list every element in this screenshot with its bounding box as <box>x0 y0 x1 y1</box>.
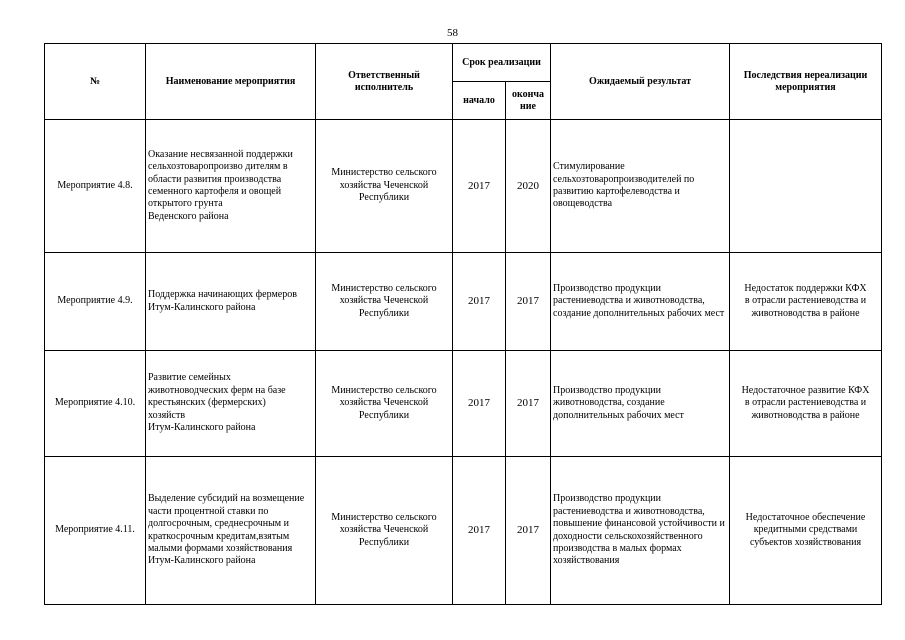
activity-name: Оказание несвязанной поддержки сельхозтоваропроизво дителям в области развития производства семенного картофеля и овощей открытого грунта Веденского района <box>146 120 316 253</box>
header-no: № <box>45 44 146 120</box>
activity-name: Поддержка начинающих фермеров Итум-Калинского района <box>146 253 316 351</box>
row-number: Мероприятие 4.8. <box>45 120 146 253</box>
table-row <box>45 253 882 351</box>
activities-table <box>44 43 882 605</box>
start-year: 2017 <box>453 120 506 253</box>
row-number: Мероприятие 4.9. <box>45 253 146 351</box>
header-end: оконча ние <box>506 82 551 120</box>
header-name: Наименование мероприятия <box>146 44 316 120</box>
activity-name: Выделение субсидий на возмещение части процентной ставки по долгосрочным, среднесрочным и краткосрочным кредитам,взятым малыми формами хозяйствования Итум-Калинского района <box>146 457 316 605</box>
executor: Министерство сельского хозяйства Чеченской Республики <box>316 120 453 253</box>
row-number: Мероприятие 4.10. <box>45 351 146 457</box>
page-number: 58 <box>447 27 458 39</box>
header-executor: Ответственный исполнитель <box>316 44 453 120</box>
expected-result: Производство продукции животноводства, создание дополнительных рабочих мест <box>551 351 730 457</box>
end-year: 2017 <box>506 351 551 457</box>
header-term: Срок реализации <box>453 44 551 82</box>
consequences <box>730 120 882 253</box>
executor: Министерство сельского хозяйства Чеченской Республики <box>316 457 453 605</box>
table-row <box>45 457 882 605</box>
expected-result: Производство продукции растениеводства и животноводства, повышение финансовой устойчивости и доходности сельскохозяйственного производства в малых формах хозяйствования <box>551 457 730 605</box>
consequences: Недостаточное развитие КФХ в отрасли растениеводства и животноводства в районе <box>730 351 882 457</box>
expected-result: Производство продукции растениеводства и животноводства, создание дополнительных рабочих мест <box>551 253 730 351</box>
row-number: Мероприятие 4.11. <box>45 457 146 605</box>
activity-name: Развитие семейных животноводческих ферм на базе крестьянских (фермерских) хозяйств Итум-Калинского района <box>146 351 316 457</box>
start-year: 2017 <box>453 457 506 605</box>
executor: Министерство сельского хозяйства Чеченской Республики <box>316 253 453 351</box>
header-result: Ожидаемый результат <box>551 44 730 120</box>
expected-result: Стимулирование сельхозтоваропроизводителей по развитию картофелеводства и овощеводства <box>551 120 730 253</box>
table-row <box>45 120 882 253</box>
start-year: 2017 <box>453 253 506 351</box>
header-start: начало <box>453 82 506 120</box>
header-consequences: Последствия нереализации мероприятия <box>730 44 882 120</box>
consequences: Недостаточное обеспечение кредитными средствами субъектов хозяйствования <box>730 457 882 605</box>
start-year: 2017 <box>453 351 506 457</box>
end-year: 2020 <box>506 120 551 253</box>
end-year: 2017 <box>506 253 551 351</box>
executor: Министерство сельского хозяйства Чеченской Республики <box>316 351 453 457</box>
end-year: 2017 <box>506 457 551 605</box>
consequences: Недостаток поддержки КФХ в отрасли растениеводства и животноводства в районе <box>730 253 882 351</box>
table-row <box>45 351 882 457</box>
